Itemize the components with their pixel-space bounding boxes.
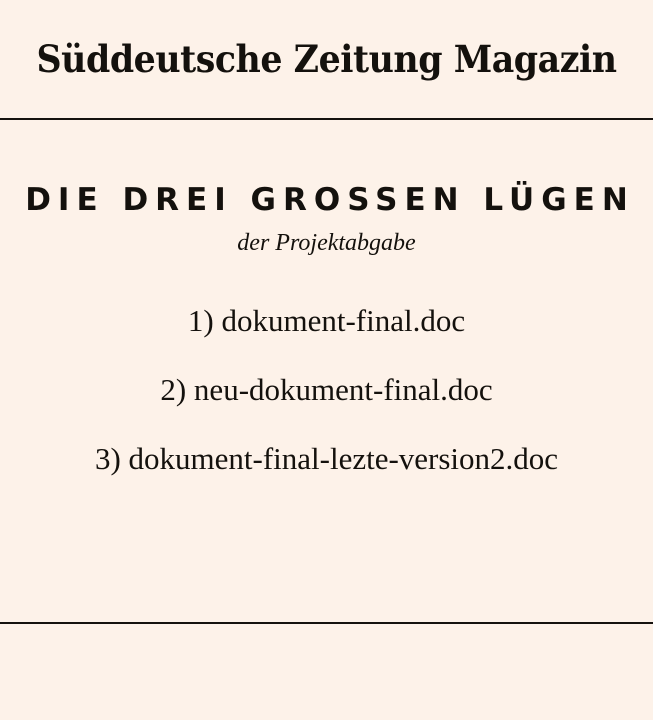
article-body [0,120,653,622]
page-title: DIE DREI GROSSEN LÜGEN [25,182,635,218]
lie-list [0,305,653,474]
masthead [0,0,653,118]
list-item: 2) neu-dokument-final.doc [160,372,493,407]
article-subhead: der Projektabgabe [237,230,416,256]
masthead-title: Süddeutsche Zeitung Magazin [36,37,617,81]
list-item: 3) dokument-final-lezte-version2.doc [94,441,559,476]
footer-space [0,624,653,720]
list-item: 1) dokument-final.doc [187,303,466,338]
